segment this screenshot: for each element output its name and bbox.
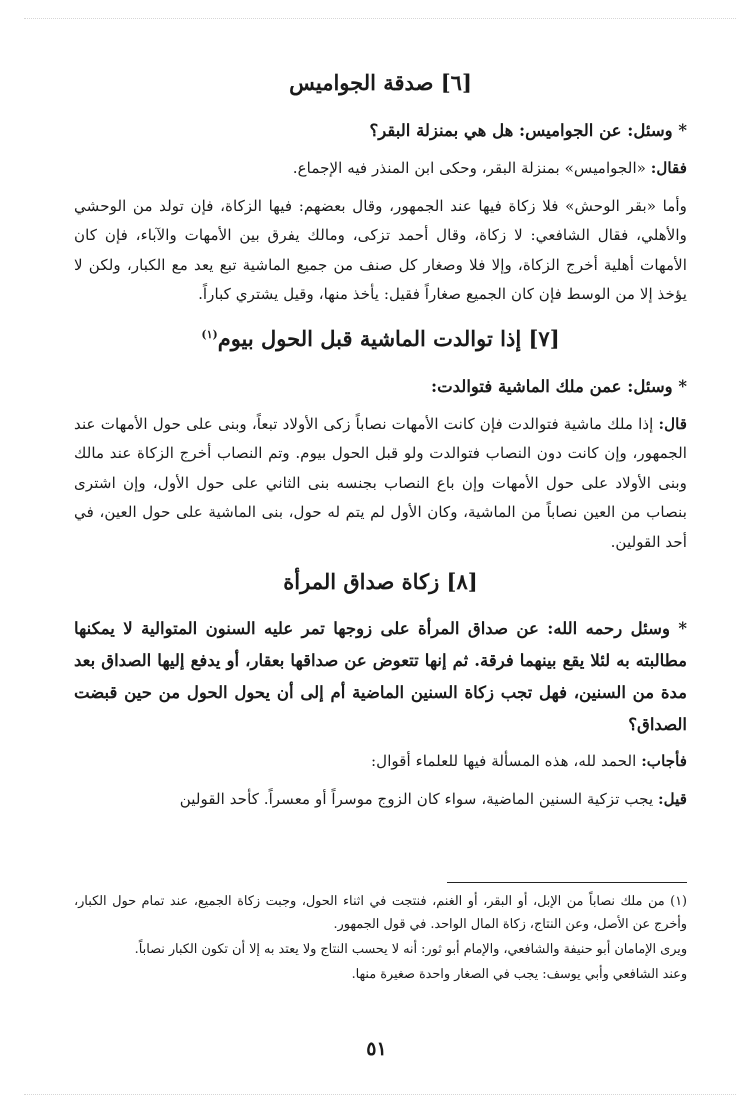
section-7-answer: [74, 410, 687, 558]
section-6-paragraph: وأما «بقر الوحش» فلا زكاة فيها عند الجمهور، وقال بعضهم: فيها الزكاة، فإن تولد من الوحشي والأهلي، فقال الشافعي: لا زكاة، وقال أحمد تزكى، ومالك يفرق بين الأمهات والآباء، فإن كان الأمهات أهلية أخرج الزكاة، وإلا فلا وصغار كل صنف من جميع الماشية تبع يعد مع الكبار، ولكن لا يؤخذ إلا من الوسط فإن كان الجميع صغاراً فقيل: يأخذ منها، وقيل يشتري كباراً.: [74, 196, 687, 303]
page-content: [74, 66, 687, 822]
answer-lead: فقال:: [650, 159, 687, 177]
answer-lead: قال:: [658, 414, 687, 433]
section-8-answer: [74, 747, 687, 777]
opinion-lead: قيل:: [658, 789, 687, 808]
opinion-text: يجب تزكية السنين الماضية، سواء كان الزوج موسراً أو معسراً. كأحد القولين: [179, 789, 659, 808]
footnote-1-continued: ويرى الإمامان أبو حنيفة والشافعي، والإمام أبو ثور: أنه لا يحسب النتاج ولا يعتد به إلا أن تكون الكبار نصاباً.: [134, 942, 687, 957]
section-7-question: * وسئل: عمن ملك الماشية فتوالدت:: [431, 376, 687, 396]
page-number: ٥١: [366, 1038, 387, 1060]
section-8-question: * وسئل رحمه الله: عن صداق المرأة على زوجها تمر عليه السنون المتوالية لا يمكنها مطالبته به لئلا يقع بينهما فرقة. ثم إنها تتعوض عن صداقها بعقار، أو يدفع إليها الصداق بعد مدة من السنين، فهل تجب زكاة السنين الماضية أم إلى أن يحول الحول من حين قبضت الصداق؟: [74, 619, 687, 734]
answer-text: «الجواميس» بمنزلة البقر، وحكى ابن المنذر فيه الإجماع.: [292, 159, 651, 177]
footnote-1: (١) من ملك نصاباً من الإبل، أو البقر، أو الغنم، فنتجت في اثناء الحول، وجبت زكاة الجميع، عند تمام حول الكبار، وأخرج عن الأصل، وعن النتاج، زكاة المال الواحد. في قول الجمهور.: [74, 894, 687, 932]
section-6-title: [٦] صدقة الجواميس: [289, 70, 472, 95]
section-7-title: [74, 318, 687, 356]
section-7-title-text: [٧] إذا توالدت الماشية قبل الحول بيوم: [217, 325, 560, 351]
footnote-1-final: وعند الشافعي وأبي يوسف: يجب في الصغار واحدة صغيرة منها.: [351, 967, 687, 982]
section-8-opinion: [74, 785, 687, 815]
section-6-answer: [74, 154, 687, 184]
section-8-title: [٨] زكاة صداق المرأة: [283, 569, 478, 594]
footnote-ref: (١): [201, 327, 218, 341]
answer-text: الحمد لله، هذه المسألة فيها للعلماء أقوال:: [371, 752, 642, 770]
footnotes: [74, 890, 687, 988]
section-6-question: * وسئل: عن الجواميس: هل هي بمنزلة البقر؟: [369, 121, 687, 140]
answer-text: إذا ملك ماشية فتوالدت فإن كانت الأمهات نصاباً زكى الأولاد تبعاً، وبنى على حول الأمهات عند الجمهور، وإن كانت دون النصاب فتوالدت ولو قبل الحول بيوم. وتم النصاب أخرج الزكاة عند مالك وبنى الأولاد على حول الأمهات وإن باع النصاب بجنسه بنى الثاني على حول الأول، وإن اشترى بنصاب من العين نصاباً من الماشية، وكان الأول لم يتم له حول، بنى الماشية على حول العين، في أحد القولين.: [74, 414, 687, 551]
footnote-divider: [447, 882, 687, 883]
answer-lead: فأجاب:: [641, 752, 687, 770]
